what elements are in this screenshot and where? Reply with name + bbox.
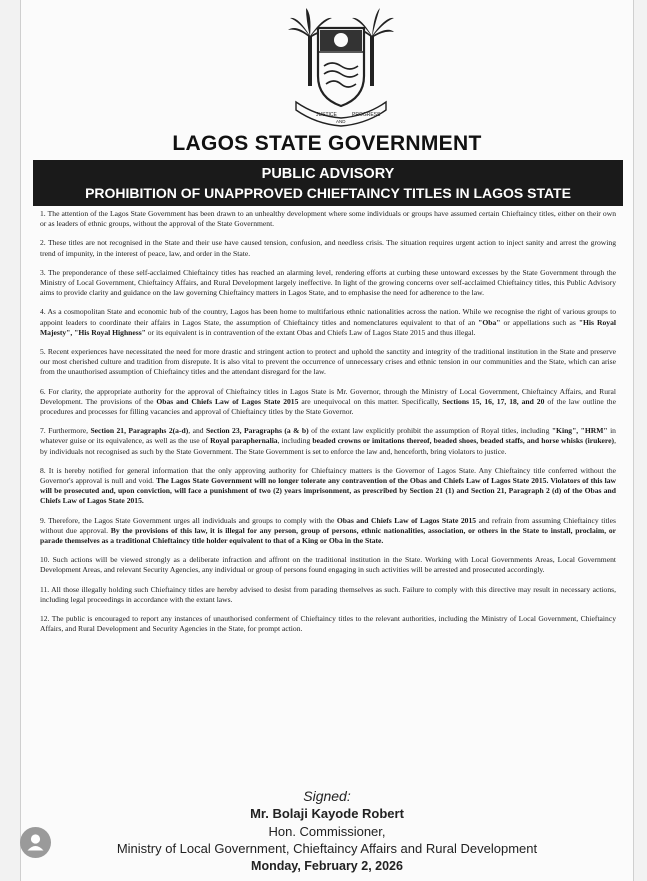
body-text: in whatever guise or its equivalence, as well as the use of: [40, 426, 616, 446]
advisory-date: Monday, February 2, 2026: [251, 859, 403, 873]
advisory-paragraph-12: [40, 614, 616, 634]
body-text: of the extant law explicitly prohibit the assumption of Royal titles, including: [308, 426, 552, 436]
body-text: 2. These titles are not recognised in the State and their use have caused tension, confusion, and needless crisis. The situation requires urgent action to inject sanity and arrest the growing trend of impunity, in the interest of peace, law, and order in the State.: [40, 238, 616, 258]
signatory-ministry: Ministry of Local Government, Chieftaincy Affairs and Rural Development: [116, 841, 538, 856]
crest-motto-right: PROGRESS: [352, 112, 381, 118]
body-text: 5. Recent experiences have necessitated the need for more drastic and stringent action to protect and uphold the sanctity and integrity of the traditional institution in the State and preserve our most cherished culture and tradition from disrepute. It is also vital to prevent the occurrence of unnecessary crises and ethnic tension in our communities and the State, which can arise from the unauthorised assumption of Chieftaincy titles and the attendant disregard for the law.: [40, 347, 616, 377]
emphasis-text: "His Royal Majesty", "His Royal Highness": [40, 317, 616, 337]
body-text: and refrain from assuming Chieftaincy titles without due approval.: [40, 515, 616, 535]
emphasis-text: beaded crowns or imitations thereof, beaded shoes, beaded staffs, and horse whisks (irukere): [312, 436, 615, 446]
signature-block: [21, 787, 633, 875]
advisory-page: [20, 0, 634, 881]
signatory-title: Hon. Commissioner,: [268, 824, 386, 839]
body-text: are unequivocal on this matter. Specifically,: [298, 396, 443, 406]
advisory-paragraph-11: [40, 585, 616, 605]
advisory-paragraph-2: [40, 238, 616, 258]
body-text: or appellations such as: [500, 317, 579, 327]
advisory-paragraph-7: [40, 426, 616, 457]
emphasis-text: By the provisions of this law, it is illegal for any person, group of persons, ethnic nationalities, association, or others in the State to install, proclaim, or parade themselves as a traditional Chieftaincy title holder equivalent to that of a King or Oba in the State.: [40, 525, 616, 546]
emphasis-text: Sections 15, 16, 17, 18, and 20: [442, 396, 545, 406]
advisory-subject: PROHIBITION OF UNAPPROVED CHIEFTAINCY TITLES IN LAGOS STATE: [85, 185, 571, 201]
body-text: or its equivalent is in contravention of the extant Obas and Chiefs Law of Lagos State 2015 and thus illegal.: [145, 327, 476, 337]
body-text: 7. Furthermore,: [40, 426, 91, 436]
advisory-paragraph-5: [40, 347, 616, 378]
person-icon: [20, 827, 51, 858]
emphasis-text: "King", "HRM": [551, 426, 608, 436]
crest-motto-center: AND: [336, 119, 346, 124]
emphasis-text: Obas and Chiefs Law of Lagos State 2015: [336, 515, 477, 525]
body-text: 9. Therefore, the Lagos State Government urges all individuals and groups to comply with the: [40, 515, 337, 525]
body-text: 11. All those illegally holding such Chieftaincy titles are hereby advised to desist from parading themselves as such. Failure to comply with this directive may result in necessary actions, including legal proceedings in accordance with the extant laws.: [40, 584, 616, 604]
body-text: , including: [277, 436, 313, 446]
advisory-paragraph-6: [40, 387, 616, 418]
advisory-label: PUBLIC ADVISORY: [261, 166, 395, 182]
body-text: 3. The preponderance of these self-acclaimed Chieftaincy titles has reached an alarming level, rendering efforts at curbing these untoward excesses by the State Government through the Ministry of Local Government, Chieftaincy Affairs, and Rural Development largely ineffective. In light of the growing concerns over self-acclaimed Chieftaincy titles, this Public Advisory aims to provide clarity and guidance on the law governing Chieftaincy matters in Lagos State, and to emphasise the need for adherence to the law.: [40, 267, 616, 298]
advisory-paragraph-10: [40, 555, 616, 575]
body-text: 6. For clarity, the appropriate authority for the approval of Chieftaincy titles in Lagos State is Mr. Governor, through the Ministry of Local Government, Chieftaincy Affairs, and Rural Development. The provisions of the: [40, 386, 616, 406]
body-text: 1. The attention of the Lagos State Government has been drawn to an unhealthy development where some individuals or groups have assumed certain Chieftaincy titles, either on their own or as leaders of ethnic groups, without the approval of the State Government.: [40, 209, 616, 229]
body-text: 8. It is hereby notified for general information that the only approving authority for Chieftaincy matters is the Governor of Lagos State. Any Chieftaincy title conferred without the Governor's approval is null and void.: [40, 465, 616, 486]
advisory-paragraph-3: [40, 268, 616, 299]
body-text: , and: [188, 426, 206, 436]
advisory-paragraph-9: [40, 516, 616, 547]
emphasis-text: Section 21, Paragraphs 2(a-d): [90, 426, 189, 436]
advisory-paragraph-1: [40, 209, 616, 229]
emphasis-text: Royal paraphernalia: [210, 436, 278, 446]
signed-label: Signed:: [303, 788, 351, 804]
user-avatar[interactable]: [20, 827, 51, 858]
lagos-state-crest: [286, 6, 396, 128]
advisory-banner: [33, 160, 623, 206]
body-text: 4. As a cosmopolitan State and economic hub of the country, Lagos has been home to multifarious ethnic nationalities across the nation. While we recognise the right of various groups to appoint leaders to coordinate their affairs in Lagos State, the assumption of Chieftaincy titles and nomenclatures equivalent to that of an: [40, 307, 616, 327]
emphasis-text: Obas and Chiefs Law of Lagos State 2015: [156, 396, 299, 406]
advisory-paragraph-8: [40, 466, 616, 507]
advisory-paragraph-4: [40, 307, 616, 338]
emphasis-text: "Oba": [478, 317, 501, 327]
emphasis-text: Section 23, Paragraphs (a & b): [205, 426, 309, 436]
emphasis-text: The Lagos State Government will no longer tolerate any contravention of the Obas and Chiefs Law of Lagos State 2015. Violators of this law will be prosecuted and, upon conviction, will face a punishment of two (2) years imprisonment, as prescribed by Section 21 (1) and Section 21, Paragraph 2 (d) of the Obas and Chiefs Law of Lagos State 2015.: [40, 476, 616, 506]
signatory-name: Mr. Bolaji Kayode Robert: [250, 806, 404, 821]
body-text: 12. The public is encouraged to report any instances of unauthorised conferment of Chieftaincy titles to the relevant authorities, including the Ministry of Local Government, Chieftaincy Affairs, and Rural Development and Security Agencies in the State, for prompt action.: [40, 614, 616, 634]
body-text: , by individuals not recognised as such by the State Government. The State Government is set to enforce the law and, henceforth, bring violators to justice.: [40, 436, 616, 456]
crest-motto-left: JUSTICE: [316, 112, 337, 118]
advisory-body: [40, 209, 616, 644]
government-title: LAGOS STATE GOVERNMENT: [172, 132, 482, 155]
body-text: of the law outline the procedures and processes for filling vacancies and approval of Chieftaincy titles by the State Governor.: [40, 396, 616, 417]
body-text: 10. Such actions will be viewed strongly as a deliberate infraction and affront on the traditional institution in the State. Working with Local Governments Areas, Local Government Development Areas, and relevant Security Agencies, any individual or group of persons found engaging in such activities will be arrested and prosecuted accordingly.: [40, 555, 616, 575]
